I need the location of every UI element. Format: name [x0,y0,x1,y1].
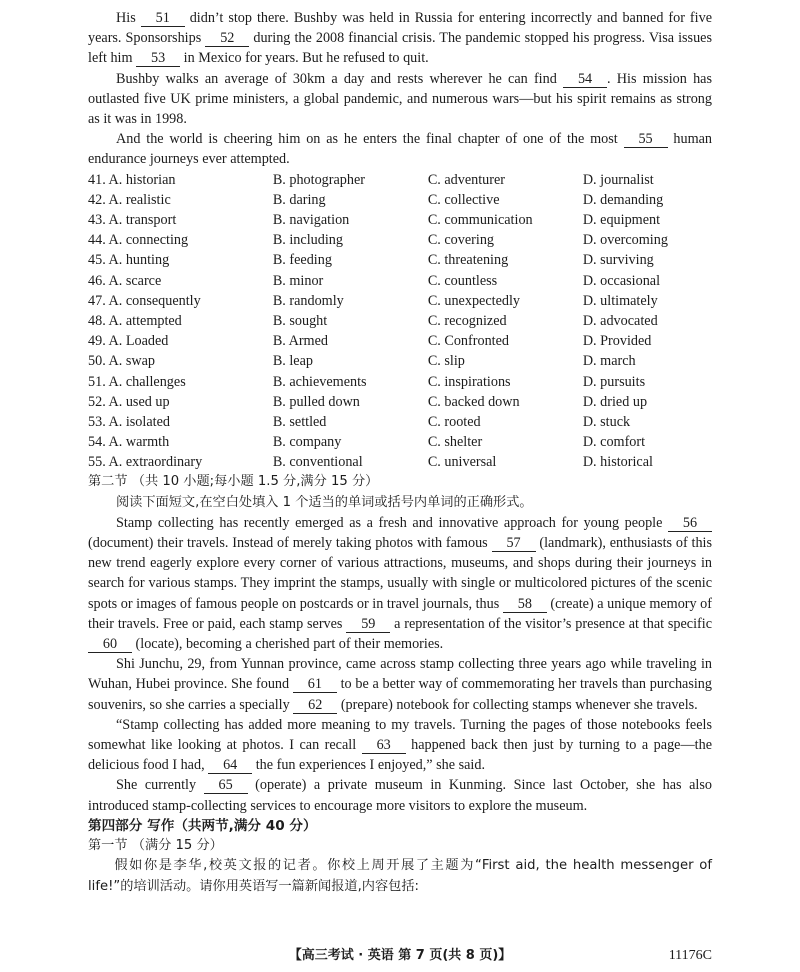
blank-51: 51 [141,11,185,27]
passage1-paragraph-2: Bushby walks an average of 30km a day and rests wherever he can find 54 . His mission has outlasted five UK prime ministers, a global pandemic, and numerous wars—but his spirit remains as strong as it was in 1998. [88,70,712,128]
option-a: 52. A. used up [88,393,170,410]
option-row-47 [88,291,712,311]
option-c: C. adventurer [427,171,506,188]
option-d: D. equipment [582,212,661,228]
option-a: 53. A. isolated [88,413,170,430]
option-b: B. daring [272,191,326,208]
option-row-53 [88,412,712,432]
passage1-paragraph-3: And the world is cheering him on as he enters the final chapter of one of the most 55 human endurance journeys ever attempted. [88,131,712,168]
page-footer [0,946,800,966]
option-b: B. sought [272,312,328,329]
option-c: C. backed down [427,393,520,410]
passage2-paragraph-3: “Stamp collecting has added more meaning to my travels. Turning the pages of those notebooks feels somewhat like looking at photos. I can recall 63 happened back then just by turning to a page—the delicious food I had, 64 the fun experiences I enjoyed,” she said. [88,716,712,774]
option-b: B. company [272,434,342,451]
option-b: B. feeding [272,252,332,269]
blank-61: 61 [293,677,337,693]
option-row-45 [88,250,712,270]
passage2-paragraph-4: She currently 65 (operate) a private museum in Kunming. Since last October, she has also introduced stamp-collecting services to encourage more visitors to explore the museum. [88,777,712,814]
option-c: C. Confronted [427,333,509,350]
option-b: B. photographer [272,171,366,188]
option-c: C. unexpectedly [427,292,521,309]
option-b: B. randomly [272,292,344,309]
blank-59: 59 [346,617,390,633]
option-row-50 [88,351,712,371]
blank-64: 64 [208,758,252,774]
option-a: 49. A. Loaded [88,333,169,350]
passage2-paragraph-2: Shi Junchu, 29, from Yunnan province, came across stamp collecting three years ago while traveling in Wuhan, Hubei province. She found 61 to be a better way of commemorating her travels than purchasing souvenirs, so she carries a specially 62 (prepare) notebook for collecting stamps whenever she travels. [88,656,712,713]
option-a: 47. A. consequently [88,292,201,309]
option-d: D. comfort [582,434,646,451]
option-row-41 [88,170,712,190]
option-c: C. shelter [427,434,483,451]
blank-63: 63 [362,738,406,754]
option-a: 54. A. warmth [88,434,170,451]
option-b: B. minor [272,272,324,289]
option-a: 45. A. hunting [88,252,170,269]
option-d: D. ultimately [582,292,658,309]
option-c: C. inspirations [427,373,511,390]
option-a: 42. A. realistic [88,191,171,208]
option-row-43 [88,210,712,230]
footer-exam-code: 11176C [668,948,712,963]
option-d: D. pursuits [582,373,646,390]
blank-57: 57 [492,536,536,552]
option-d: D. overcoming [582,232,668,249]
writing-prompt: 假如你是李华,校英文报的记者。你校上周开展了主题为“First aid, the health messenger of life!”的培训活动。请你用英语写一篇新闻报道,内容包括: [88,858,712,894]
option-a: 46. A. scarce [88,272,162,289]
option-b: B. conventional [272,454,363,471]
option-b: B. Armed [272,333,328,350]
section2-instruction: 阅读下面短文,在空白处填入 1 个适当的单词或括号内单词的正确形式。 [116,494,533,510]
section2-heading: 第二节 （共 10 小题;每小题 1.5 分,满分 15 分） [88,474,379,490]
option-b: B. achievements [272,373,367,390]
footer-page-info: 【高三考试 · 英语 第 7 页(共 8 页)】 [288,948,512,963]
options-list [88,170,712,473]
option-d: D. surviving [582,252,654,269]
option-row-48 [88,311,712,331]
option-d: D. historical [582,454,653,471]
option-d: D. advocated [582,312,658,329]
option-b: B. pulled down [272,393,360,410]
option-c: C. rooted [427,413,481,430]
option-b: B. including [272,232,343,249]
passage2-paragraph-1: Stamp collecting has recently emerged as a fresh and innovative approach for young people 56 (document) their travels. Instead of merely taking photos with famous 57 (landmark), enthusiasts of this new trend eagerly explore every corner of various attractions, museums, and shops during their journeys in search for various stamps. They imprint the stamps, usually with single or multicolored pictures of the scenic spots or images of famous people on postcards or in travel journals, thus 58 (create) a unique memory of their travels. Free or paid, each stamp serves 59 a representation of the visitor’s presence at that specific 60 (locate), becoming a cherished part of their memories. [88,514,713,653]
blank-53: 53 [136,51,180,67]
option-a: 48. A. attempted [88,312,182,329]
part4-heading: 第四部分 写作（共两节,满分 40 分） [88,817,317,834]
option-row-52 [88,392,712,412]
passage1-paragraph-1: His 51 didn’t stop there. Bushby was held in Russia for entering incorrectly and banned for five years. Sponsorships 52 during the 2008 financial crisis. The pandemic stopped his progress. Visa issues left him 53 in Mexico for years. But he refused to quit. [88,10,712,67]
option-c: C. covering [427,232,495,249]
option-c: C. collective [427,191,500,208]
option-a: 41. A. historian [88,171,176,188]
blank-55: 55 [624,132,668,148]
option-c: C. slip [427,353,465,370]
option-row-42 [88,190,712,210]
option-c: C. recognized [427,312,507,329]
option-d: D. journalist [582,171,654,188]
part4-sub-heading: 第一节 （满分 15 分） [88,838,223,854]
option-row-46 [88,271,712,291]
option-a: 43. A. transport [88,212,177,228]
option-a: 55. A. extraordinary [88,454,203,471]
blank-65: 65 [204,778,248,794]
option-d: D. dried up [582,393,648,410]
blank-54: 54 [563,72,607,88]
blank-56: 56 [668,516,712,532]
option-c: C. countless [427,272,498,289]
option-b: B. settled [272,413,327,430]
blank-60: 60 [88,637,132,653]
option-row-51 [88,372,712,392]
option-c: C. threatening [427,252,509,269]
blank-62: 62 [293,698,337,714]
option-a: 44. A. connecting [88,232,189,249]
option-a: 51. A. challenges [88,373,186,390]
option-b: B. navigation [272,212,350,228]
option-d: D. occasional [582,272,661,289]
option-row-54 [88,432,712,452]
option-row-55 [88,452,712,472]
blank-52: 52 [205,31,249,47]
option-d: D. stuck [582,413,631,430]
option-d: D. march [582,353,636,370]
option-d: D. demanding [582,191,664,208]
blank-58: 58 [503,597,547,613]
option-b: B. leap [272,353,313,370]
option-row-44 [88,230,712,250]
option-a: 50. A. swap [88,353,155,370]
option-c: C. communication [427,212,533,228]
option-c: C. universal [427,454,497,471]
option-d: D. Provided [582,333,652,350]
option-row-49 [88,331,712,351]
